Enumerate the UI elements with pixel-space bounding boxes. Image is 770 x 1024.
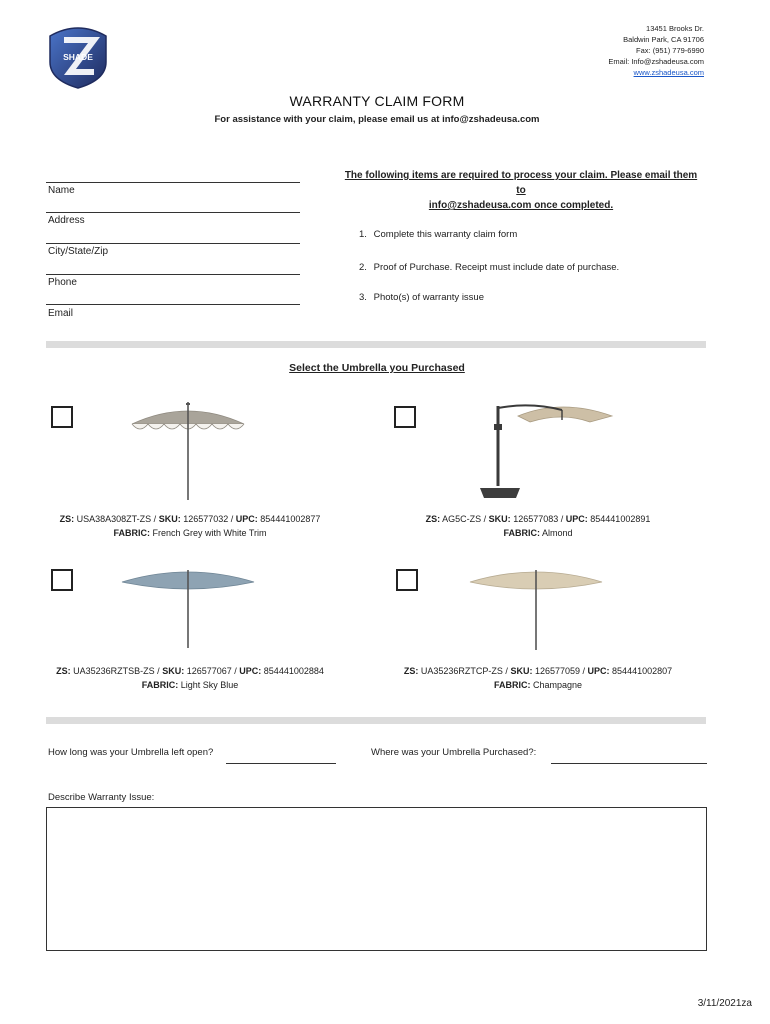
open-duration-label: How long was your Umbrella left open?: [48, 747, 214, 758]
website-link[interactable]: www.zshadeusa.com: [633, 68, 704, 77]
fabric-label: FABRIC:: [113, 528, 150, 538]
sku-label: SKU:: [158, 514, 181, 524]
zs-code: AG5C-ZS: [442, 514, 482, 524]
requirement-number: 1.: [359, 229, 367, 240]
upc-value: 854441002891: [590, 514, 651, 524]
email-field-line[interactable]: [46, 304, 300, 305]
separator: /: [231, 666, 240, 676]
zs-label: ZS:: [59, 514, 75, 524]
requirements-heading-line-2: info@zshadeusa.com once completed.: [428, 200, 614, 211]
requirement-number: 2.: [359, 262, 367, 273]
fabric-label: FABRIC:: [141, 680, 179, 690]
fabric-label: FABRIC:: [503, 528, 540, 538]
email-label: Email: [48, 308, 74, 319]
requirements-heading-line-1: The following items are required to process your claim. Please email them to: [344, 170, 698, 196]
company-email: Email: Info@zshadeusa.com: [608, 57, 704, 66]
umbrella-image-1: [126, 396, 250, 504]
requirements-heading: [340, 168, 702, 213]
sku-value: 126577032: [183, 514, 229, 524]
open-duration-field-line[interactable]: [226, 763, 336, 764]
zs-code: UA35236RZTSB-ZS: [73, 666, 155, 676]
fax-number: Fax: (951) 779-6990: [636, 46, 704, 55]
umbrella-image-4: [466, 562, 606, 652]
phone-field-line[interactable]: [46, 274, 300, 275]
city-state-zip-label: City/State/Zip: [48, 246, 109, 257]
fabric-label: FABRIC:: [493, 680, 531, 690]
separator: /: [502, 666, 511, 676]
fabric-value: Light Sky Blue: [180, 680, 239, 690]
upc-label: UPC:: [235, 514, 258, 524]
requirement-text: Complete this warranty claim form: [373, 229, 518, 240]
company-logo: [44, 22, 112, 90]
upc-label: UPC:: [565, 514, 588, 524]
describe-issue-label: Describe Warranty Issue:: [48, 792, 155, 803]
section-divider: [46, 341, 706, 348]
warranty-issue-textbox[interactable]: [46, 807, 707, 951]
address-label: Address: [48, 215, 85, 226]
requirement-item: [359, 292, 484, 303]
requirement-item: [359, 262, 619, 273]
requirement-item: [359, 229, 517, 240]
sku-value: 126577067: [186, 666, 232, 676]
sku-label: SKU:: [162, 666, 185, 676]
upc-value: 854441002884: [263, 666, 324, 676]
upc-value: 854441002877: [260, 514, 321, 524]
product-checkbox-1[interactable]: [51, 406, 73, 428]
product-checkbox-4[interactable]: [396, 569, 418, 591]
upc-label: UPC:: [239, 666, 262, 676]
address-field-line[interactable]: [46, 212, 300, 213]
upc-value: 854441002807: [612, 666, 673, 676]
requirement-number: 3.: [359, 292, 367, 303]
form-revision-date: 3/11/2021za: [697, 998, 752, 1009]
separator: /: [151, 514, 159, 524]
requirement-text: Photo(s) of warranty issue: [373, 292, 484, 303]
upc-label: UPC:: [587, 666, 610, 676]
requirement-text: Proof of Purchase. Receipt must include date of purchase.: [373, 262, 620, 273]
select-umbrella-heading: Select the Umbrella you Purchased: [289, 362, 465, 374]
separator: /: [228, 514, 236, 524]
section-divider: [46, 717, 706, 724]
zs-code: USA38A308ZT-ZS: [76, 514, 152, 524]
fabric-value: Almond: [542, 528, 573, 538]
sku-value: 126577083: [513, 514, 559, 524]
company-address-block: [608, 23, 704, 78]
zs-label: ZS:: [425, 514, 441, 524]
umbrella-image-3: [118, 562, 258, 650]
name-label: Name: [48, 185, 75, 196]
address-line-2: Baldwin Park, CA 91706: [623, 35, 704, 44]
product-caption-4: [388, 664, 688, 692]
name-field-line[interactable]: [46, 182, 300, 183]
purchase-location-label: Where was your Umbrella Purchased?:: [371, 747, 537, 758]
product-caption-1: [40, 512, 340, 540]
product-checkbox-3[interactable]: [51, 569, 73, 591]
form-subtitle: For assistance with your claim, please email us at info@zshadeusa.com: [214, 114, 540, 125]
product-checkbox-2[interactable]: [394, 406, 416, 428]
address-line-1: 13451 Brooks Dr.: [646, 24, 704, 33]
separator: /: [481, 514, 489, 524]
zs-label: ZS:: [403, 666, 419, 676]
sku-value: 126577059: [534, 666, 581, 676]
sku-label: SKU:: [488, 514, 511, 524]
separator: /: [558, 514, 566, 524]
logo-text: SHADE: [63, 52, 93, 62]
zs-label: ZS:: [56, 666, 71, 676]
purchase-location-field-line[interactable]: [551, 763, 707, 764]
phone-label: Phone: [48, 277, 77, 288]
zs-code: UA35236RZTCP-ZS: [420, 666, 503, 676]
fabric-value: Champagne: [532, 680, 583, 690]
umbrella-image-2: [470, 398, 620, 500]
city-state-zip-field-line[interactable]: [46, 243, 300, 244]
product-caption-3: [40, 664, 340, 692]
product-caption-2: [388, 512, 688, 540]
separator: /: [154, 666, 163, 676]
form-title: WARRANTY CLAIM FORM: [289, 93, 465, 109]
separator: /: [580, 666, 588, 676]
sku-label: SKU:: [510, 666, 533, 676]
fabric-value: French Grey with White Trim: [152, 528, 267, 538]
